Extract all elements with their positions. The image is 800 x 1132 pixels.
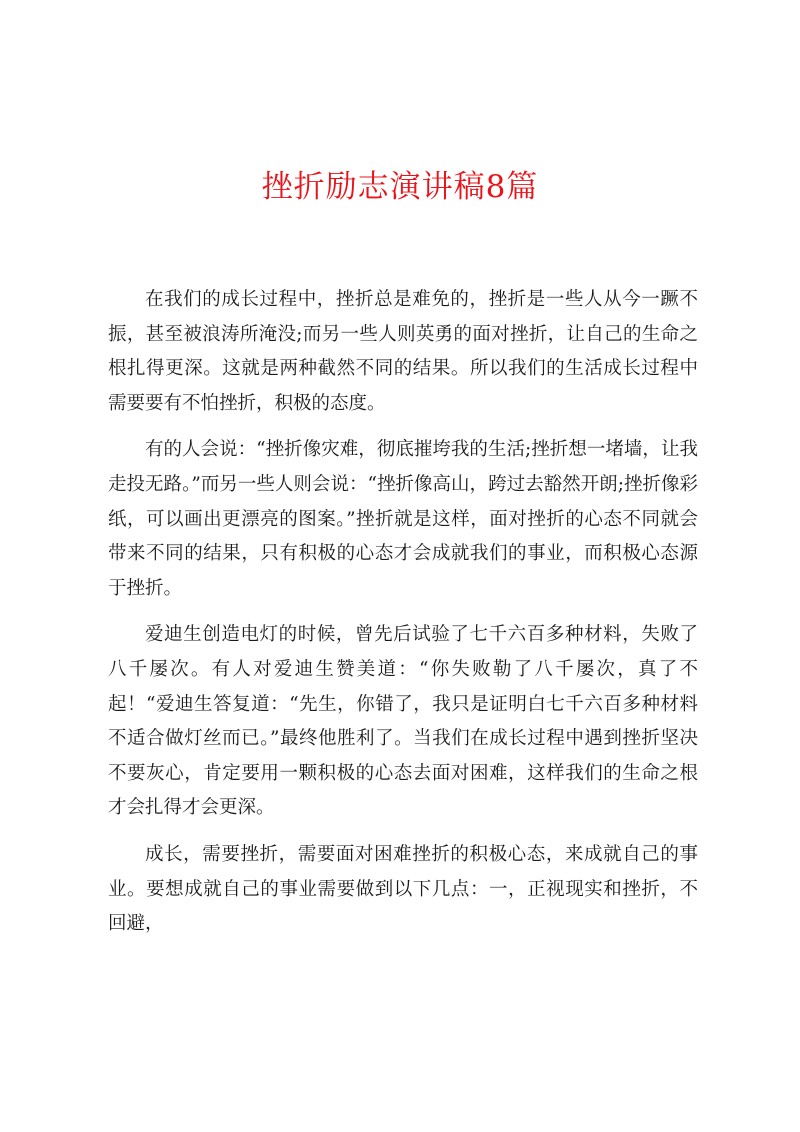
paragraph-4: 成长，需要挫折，需要面对困难挫折的积极心态，来成就自己的事业。要想成就自己的事业需要做到以下几点：一，正视现实和挫折，不回避，	[108, 843, 698, 935]
paragraph-3: 爱迪生创造电灯的时候，曾先后试验了七千六百多种材料，失败了八千屡次。有人对爱迪生赞美道：“你失败勒了八千屡次，真了不起！“爱迪生答复道：“先生，你错了，我只是证明白七千六百多种材料不适合做灯丝而已。”最终他胜利了。当我们在成长过程中遇到挫折坚决不要灰心，肯定要用一颗积极的心态去面对困难，这样我们的生命之根才会扎得才会更深。	[108, 624, 698, 819]
paragraph-1: 在我们的成长过程中，挫折总是难免的，挫折是一些人从今一蹶不振，甚至被浪涛所淹没;而另一些人则英勇的面对挫折，让自己的生命之根扎得更深。这就是两种截然不同的结果。所以我们的生活成长过程中需要要有不怕挫折，积极的态度。	[108, 289, 698, 414]
paragraph-2: 有的人会说：“挫折像灾难，彻底摧垮我的生活;挫折想一堵墙，让我走投无路。”而另一些人则会说：“挫折像高山，跨过去豁然开朗;挫折像彩纸，可以画出更漂亮的图案。”挫折就是这样，面对挫折的心态不同就会带来不同的结果，只有积极的心态才会成就我们的事业，而积极心态源于挫折。	[108, 439, 698, 599]
document-title: 挫折励志演讲稿8篇	[261, 169, 539, 205]
document-body	[108, 283, 698, 954]
